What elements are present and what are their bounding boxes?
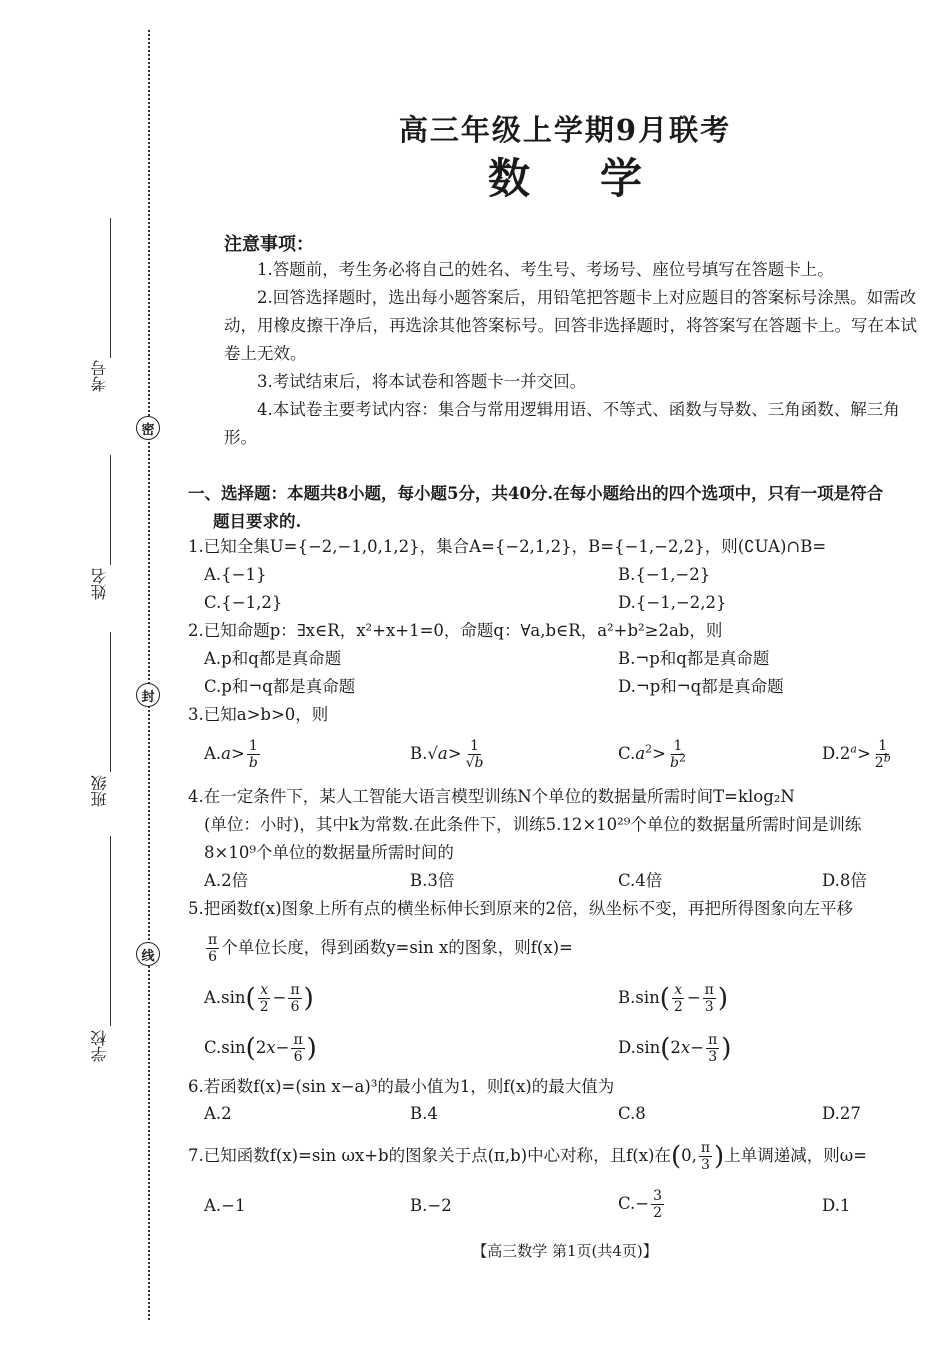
q5-option-d: D.sin(2x− $\frac{\pi}{3}$ ) [618, 1032, 732, 1065]
q7-option-a: A.−1 [204, 1196, 246, 1215]
notice-item-3: 3.考试结束后，将本试卷和答题卡一并交回。 [257, 372, 587, 391]
name-label: 姓名 [90, 568, 109, 600]
q3-option-d: D.2$^a$> $\frac{1}{2^b}$ [822, 738, 891, 771]
q6-option-c: C.8 [618, 1104, 646, 1123]
class-line [110, 632, 111, 772]
binding-dotted-line [148, 30, 150, 1320]
q1-option-c: C.{−1,2} [204, 593, 283, 612]
q4-option-a: A.2倍 [204, 871, 249, 890]
notice-item-4: 4.本试卷主要考试内容：集合与常用逻辑用语、不等式、函数与导数、三角函数、解三角形。 [224, 400, 900, 447]
q3-option-b: B.√a> $\frac{1}{√b}$ [410, 738, 484, 771]
exam-number-line [110, 218, 111, 358]
q2-option-b: B.¬p和q都是真命题 [618, 649, 770, 668]
q3-option-a: A.a> $\frac{1}{b}$ [204, 738, 258, 771]
school-line [110, 836, 111, 1026]
question-2-stem: 2.已知命题p：∃x∈R，x²+x+1=0，命题q：∀a,b∈R，a²+b²≥2ab，则 [188, 621, 723, 640]
seal-xian: 线 [136, 942, 160, 966]
notice-title: 注意事项： [224, 234, 314, 255]
q4-option-c: C.4倍 [618, 871, 663, 890]
seal-mi: 密 [136, 416, 160, 440]
subject-title: 数学 [487, 154, 712, 203]
exam-title: 高三年级上学期9月联考 [398, 113, 732, 147]
q5-option-a: A.sin( $\frac{x}{2}$ − $\frac{\pi}{6}$ ) [204, 982, 314, 1015]
question-3-stem: 3.已知a>b>0，则 [188, 705, 329, 724]
q5-option-c: C.sin(2x− $\frac{\pi}{6}$ ) [204, 1032, 317, 1065]
question-4-line-2: (单位：小时)，其中k为常数.在此条件下，训练5.12×10²⁹个单位的数据量所需时间是训练 [204, 815, 862, 834]
question-4-line-1: 4.在一定条件下，某人工智能大语言模型训练N个单位的数据量所需时间T=klog₂N [188, 787, 795, 806]
q7-option-b: B.−2 [410, 1196, 452, 1215]
school-label: 学校 [90, 1030, 109, 1062]
q6-option-b: B.4 [410, 1104, 438, 1123]
q4-option-d: D.8倍 [822, 871, 867, 890]
q6-option-a: A.2 [204, 1104, 232, 1123]
notice-item-1: 1.答题前，考生务必将自己的姓名、考生号、考场号、座位号填写在答题卡上。 [257, 260, 834, 279]
page-footer: 【高三数学 第1页(共4页)】 [472, 1242, 658, 1260]
name-line [110, 455, 111, 565]
question-5-line-2: $\frac{\pi}{6}$ 个单位长度，得到函数y=sin x的图象，则f(x)= [208, 932, 573, 965]
question-6-stem: 6.若函数f(x)=(sin x−a)³的最小值为1，则f(x)的最大值为 [188, 1077, 615, 1096]
q3-option-c: $C.a^2>$ $\frac{1}{b^2}$ [618, 738, 686, 771]
q1-option-b: B.{−1,−2} [618, 565, 711, 584]
q4-option-b: B.3倍 [410, 871, 455, 890]
q2-option-a: A.p和q都是真命题 [204, 649, 342, 668]
class-label: 班级 [90, 775, 109, 807]
question-5-line-1: 5.把函数f(x)图象上所有点的横坐标伸长到原来的2倍，纵坐标不变，再把所得图象向左平移 [188, 899, 854, 918]
q5-option-b: B.sin( $\frac{x}{2}$ − $\frac{\pi}{3}$ ) [618, 982, 729, 1015]
q1-option-d: D.{−1,−2,2} [618, 593, 727, 612]
question-1-stem: 1.已知全集U={−2,−1,0,1,2}，集合A={−2,1,2}，B={−1,−2,2}，则(∁UA)∩B= [188, 537, 827, 556]
question-4-line-3: 8×10⁹个单位的数据量所需时间的 [204, 843, 454, 862]
section-heading: 一、选择题：本题共8小题，每小题5分，共40分.在每小题给出的四个选项中，只有一项是符合 题目要求的. [188, 484, 884, 531]
exam-number-label: 考号 [90, 360, 109, 392]
q2-option-c: C.p和¬q都是真命题 [204, 677, 356, 696]
notice-item-2: 2.回答选择题时，选出每小题答案后，用铅笔把答题卡上对应题目的答案标号涂黑。如需改动，用橡皮擦干净后，再选涂其他答案标号。回答非选择题时，将答案写在答题卡上。写在本试卷上无效。 [224, 288, 917, 363]
q7-option-c: C.− $\frac{3}{2}$ [618, 1188, 663, 1221]
question-7-stem: 7.已知函数f(x)=sin ωx+b的图象关于点(π,b)中心对称，且f(x)在(0, $\frac{\pi}{3}$ )上单调递减，则ω= [188, 1140, 867, 1173]
q7-option-d: D.1 [822, 1196, 851, 1215]
q1-option-a: A.{−1} [204, 565, 267, 584]
q2-option-d: D.¬p和¬q都是真命题 [618, 677, 784, 696]
q6-option-d: D.27 [822, 1104, 861, 1123]
seal-feng: 封 [136, 683, 160, 707]
